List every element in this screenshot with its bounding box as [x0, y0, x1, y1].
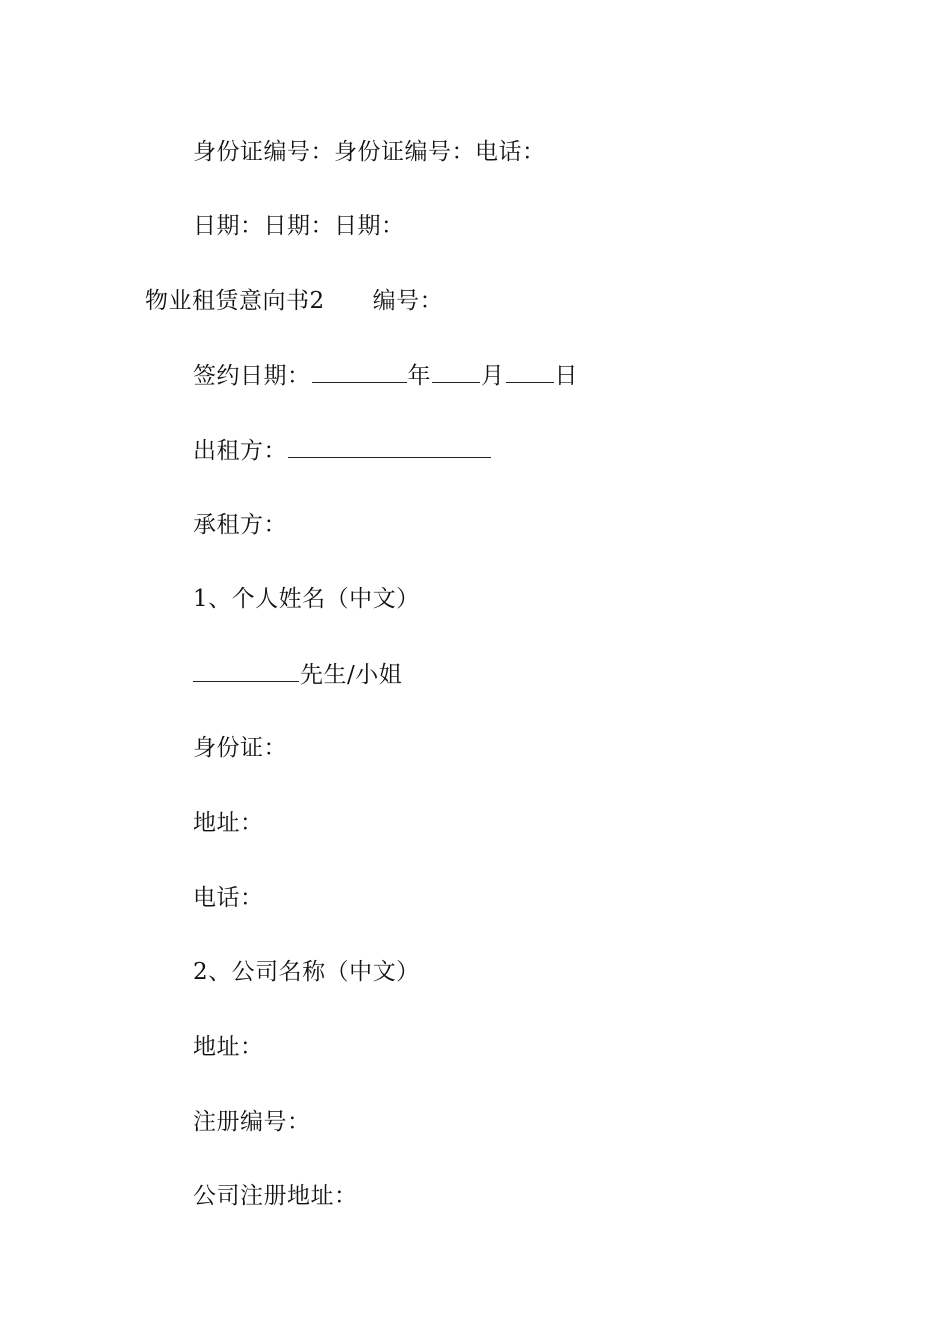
year-label: 年 [407, 363, 431, 389]
id-numbers-line: 身份证编号：身份证编号：电话： [193, 139, 546, 165]
section-heading [145, 286, 443, 316]
month-label: 月 [481, 363, 505, 389]
company-name-line: 2、公司名称（中文） [193, 959, 420, 985]
address-line-2: 地址： [193, 1034, 264, 1060]
registration-number-line: 注册编号： [193, 1109, 311, 1135]
lessee-line: 承租方： [193, 512, 287, 538]
month-blank [432, 360, 480, 383]
company-reg-address-line: 公司注册地址： [193, 1183, 358, 1209]
sign-date-label: 签约日期： [193, 363, 311, 389]
heading-number-label: 编号： [372, 288, 444, 314]
title-suffix: 先生/小姐 [300, 662, 403, 688]
id-card-line: 身份证： [193, 735, 287, 761]
title-suffix-line [193, 659, 402, 690]
address-line-1: 地址： [193, 810, 264, 836]
sign-date-line [193, 360, 578, 391]
phone-line: 电话： [193, 885, 264, 911]
lessor-blank [288, 435, 491, 458]
day-label: 日 [554, 363, 578, 389]
name-blank [193, 659, 299, 682]
lessor-line [193, 435, 492, 466]
day-blank [506, 360, 554, 383]
year-blank [312, 360, 407, 383]
lessor-label: 出租方： [193, 438, 287, 464]
dates-line: 日期：日期：日期： [193, 213, 405, 239]
personal-name-line: 1、个人姓名（中文） [193, 586, 420, 612]
heading-title: 物业租赁意向书2 [145, 288, 325, 314]
